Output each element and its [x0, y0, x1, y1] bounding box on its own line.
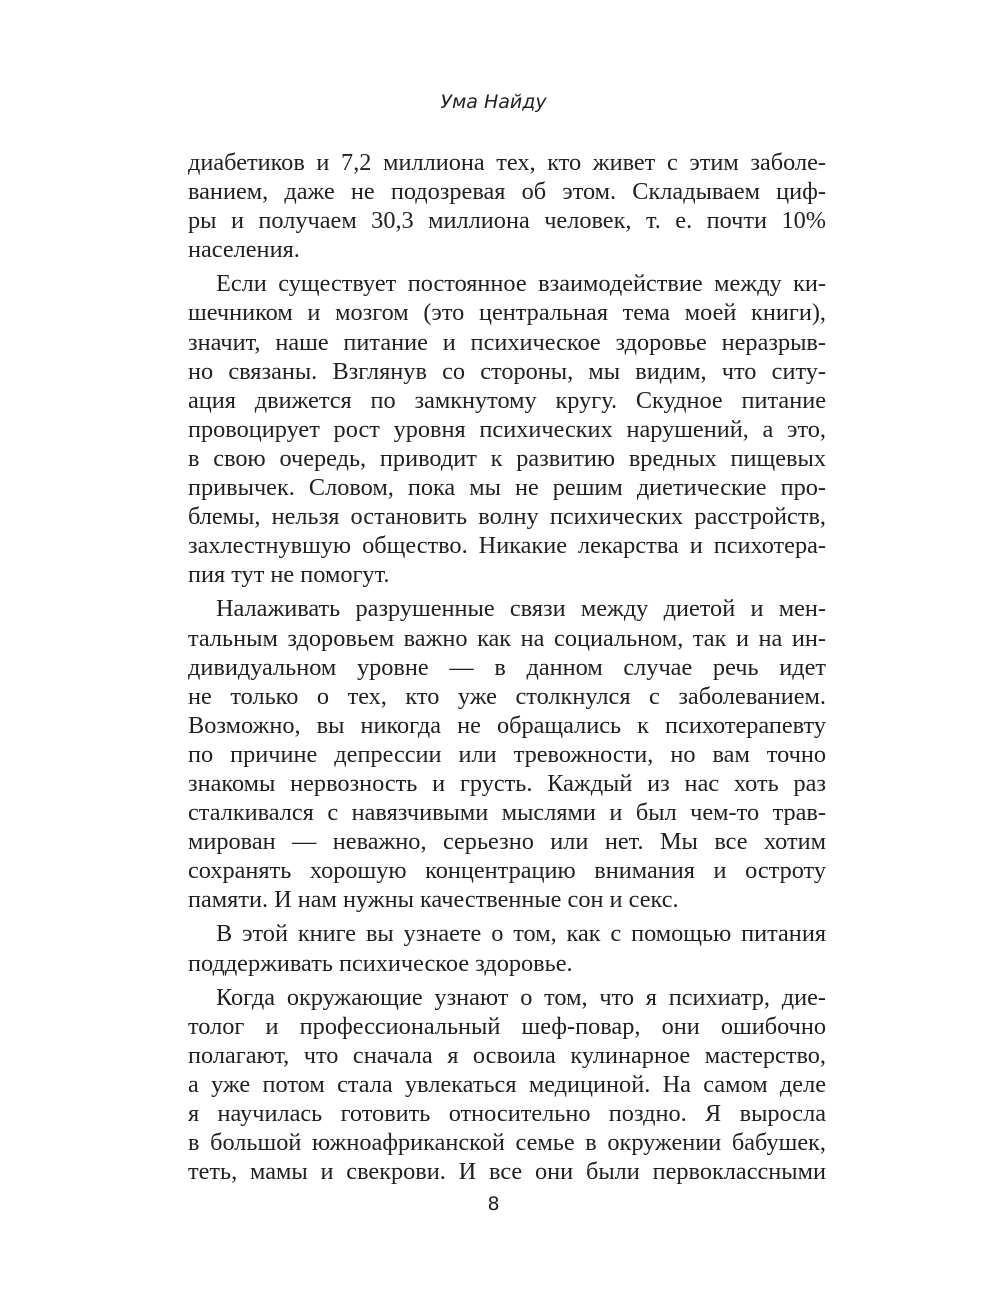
paragraph — [188, 983, 826, 1187]
text-line: населения. — [188, 236, 300, 264]
text-line: мирован — неважно, серьезно или нет. Мы все хотим — [188, 828, 826, 856]
text-line: шечником и мозгом (это центральная тема моей книги), — [188, 299, 826, 327]
body-text — [188, 148, 826, 1186]
paragraph — [188, 919, 826, 977]
text-line: Возможно, вы никогда не обращались к психотерапевту — [188, 711, 826, 739]
paragraph — [188, 594, 826, 914]
text-line: В этой книге вы узнаете о том, как с помощью питания — [216, 920, 826, 948]
text-line: сталкивался с навязчивыми мыслями и был чем-то трав- — [188, 799, 826, 827]
text-line: значит, наше питание и психическое здоровье неразрыв- — [188, 328, 826, 356]
text-line: ация движется по замкнутому кругу. Скудное питание — [188, 386, 826, 414]
text-line: ванием, даже не подозревая об этом. Складываем циф- — [188, 178, 826, 206]
text-line: толог и профессиональный шеф-повар, они ошибочно — [188, 1012, 826, 1040]
text-line: сохранять хорошую концентрацию внимания и остроту — [188, 857, 826, 885]
running-header: Ума Найду — [440, 91, 547, 113]
text-line: захлестнувшую общество. Никакие лекарства и психотера- — [188, 532, 826, 560]
text-line: в свою очередь, приводит к развитию вредных пищевых — [188, 444, 826, 472]
text-line: провоцирует рост уровня психических нарушений, а это, — [188, 415, 826, 443]
text-line: в большой южноафриканской семье в окружении бабушек, — [188, 1129, 826, 1157]
text-line: не только о тех, кто уже столкнулся с заболеванием. — [188, 682, 826, 710]
text-line: полагают, что сначала я освоила кулинарное мастерство, — [188, 1041, 826, 1069]
text-line: но связаны. Взглянув со стороны, мы видим, что ситу- — [188, 357, 826, 385]
paragraph — [188, 269, 826, 589]
text-line: привычек. Словом, пока мы не решим диетические про- — [188, 474, 826, 502]
page-number: 8 — [487, 1193, 500, 1215]
text-line: знакомы нервозность и грусть. Каждый из нас хоть раз — [188, 769, 826, 797]
text-line: пия тут не помогут. — [188, 561, 390, 589]
text-line: Налаживать разрушенные связи между диетой и мен- — [216, 595, 826, 623]
text-line: ры и получаем 30,3 миллиона человек, т. е. почти 10% — [188, 207, 826, 235]
text-line: дивидуальном уровне — в данном случае речь идет — [188, 653, 826, 681]
text-line: Если существует постоянное взаимодействие между ки- — [216, 270, 826, 298]
text-line: Когда окружающие узнают о том, что я психиатр, дие- — [216, 983, 826, 1011]
text-line: поддерживать психическое здоровье. — [188, 949, 573, 977]
text-line: я научилась готовить относительно поздно. Я выросла — [188, 1100, 826, 1127]
text-line: тальным здоровьем важно как на социальном, так и на ин- — [188, 624, 826, 652]
text-line: диабетиков и 7,2 миллиона тех, кто живет с этим заболе- — [188, 149, 826, 176]
text-line: памяти. И нам нужны качественные сон и секс. — [188, 886, 679, 914]
text-line: а уже потом стала увлекаться медициной. На самом деле — [188, 1070, 826, 1098]
paragraph — [188, 148, 826, 264]
text-line: блемы, нельзя остановить волну психических расстройств, — [188, 503, 826, 531]
text-line: по причине депрессии или тревожности, но вам точно — [188, 740, 826, 768]
text-line: теть, мамы и свекрови. И все они были первоклассными — [188, 1158, 826, 1186]
